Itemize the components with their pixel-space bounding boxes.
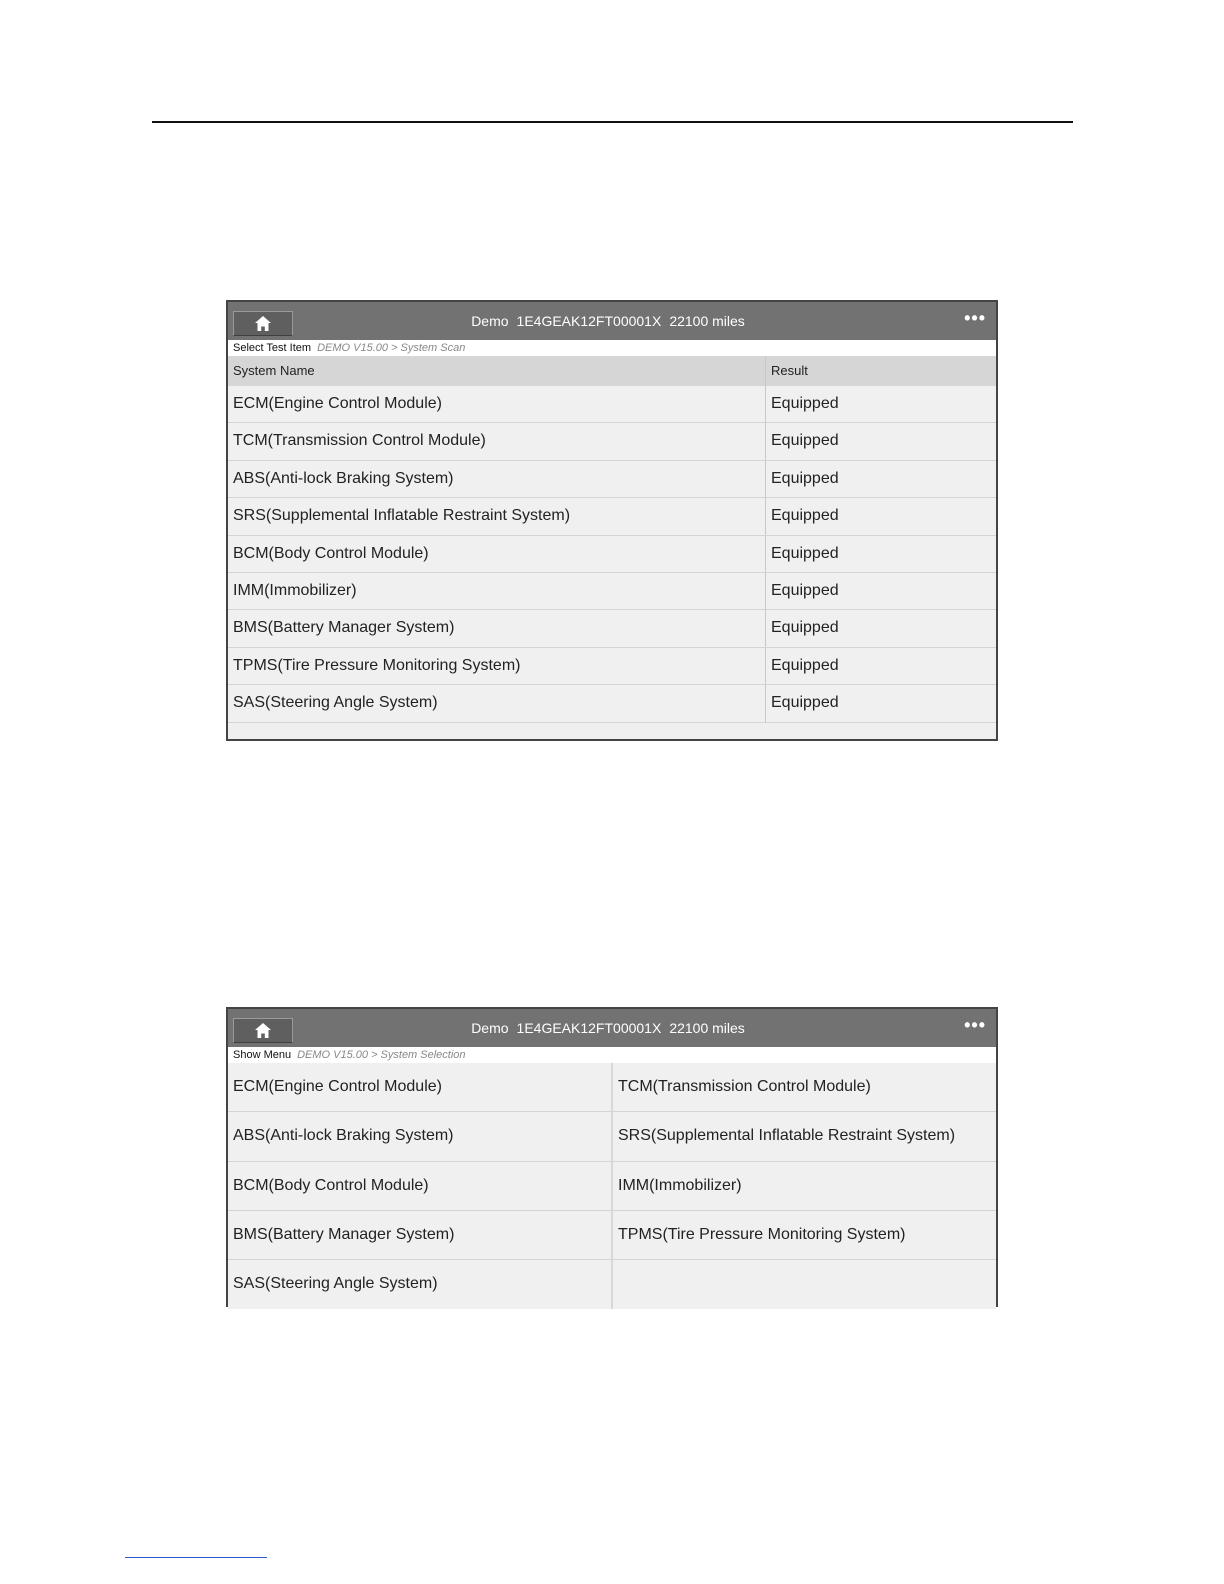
home-button[interactable] bbox=[233, 311, 293, 336]
system-selection-screen bbox=[226, 1007, 998, 1307]
menu-item-srs[interactable]: SRS(Supplemental Inflatable Restraint System) bbox=[613, 1112, 996, 1161]
vehicle-info bbox=[471, 1020, 753, 1036]
system-menu-grid bbox=[228, 1063, 996, 1309]
vin-label: 1E4GEAK12FT00001X bbox=[516, 1020, 662, 1036]
table-row[interactable] bbox=[228, 461, 996, 498]
table-row[interactable] bbox=[228, 423, 996, 460]
vin-label: 1E4GEAK12FT00001X bbox=[516, 313, 662, 329]
breadcrumb-title: Show Menu bbox=[233, 1049, 292, 1061]
result-cell: Equipped bbox=[771, 544, 839, 562]
mode-label: Demo bbox=[471, 313, 509, 329]
home-icon bbox=[255, 1023, 271, 1038]
result-cell: Equipped bbox=[771, 656, 839, 674]
result-cell: Equipped bbox=[771, 581, 839, 599]
breadcrumb-path: DEMO V15.00 > System Scan bbox=[317, 342, 466, 354]
title-bar bbox=[228, 1009, 996, 1047]
more-horizontal-icon[interactable]: ••• bbox=[964, 308, 986, 328]
system-name-cell: SAS(Steering Angle System) bbox=[228, 685, 766, 721]
result-cell: Equipped bbox=[771, 694, 839, 712]
system-name-cell: ABS(Anti-lock Braking System) bbox=[228, 461, 766, 497]
menu-item-sas[interactable]: SAS(Steering Angle System) bbox=[228, 1260, 613, 1309]
system-name-cell: ECM(Engine Control Module) bbox=[228, 386, 766, 422]
menu-item-bms[interactable]: BMS(Battery Manager System) bbox=[228, 1211, 613, 1260]
system-name-cell: SRS(Supplemental Inflatable Restraint System) bbox=[228, 498, 766, 534]
menu-item-ecm[interactable]: ECM(Engine Control Module) bbox=[228, 1063, 613, 1112]
mode-label: Demo bbox=[471, 1020, 509, 1036]
table-row[interactable] bbox=[228, 610, 996, 647]
menu-item-bcm[interactable]: BCM(Body Control Module) bbox=[228, 1162, 613, 1211]
table-row[interactable] bbox=[228, 685, 996, 722]
more-horizontal-icon[interactable]: ••• bbox=[964, 1015, 986, 1035]
result-cell: Equipped bbox=[771, 469, 839, 487]
menu-item-empty bbox=[613, 1260, 996, 1309]
column-header-system-name: System Name bbox=[228, 356, 766, 386]
breadcrumb bbox=[228, 1047, 996, 1063]
mileage-label: 22100 miles bbox=[669, 1020, 745, 1036]
result-cell: Equipped bbox=[771, 432, 839, 450]
menu-item-tcm[interactable]: TCM(Transmission Control Module) bbox=[613, 1063, 996, 1112]
page-header-rule bbox=[152, 121, 1073, 123]
breadcrumb-path: DEMO V15.00 > System Selection bbox=[297, 1049, 466, 1061]
table-body bbox=[228, 386, 996, 723]
system-scan-screen bbox=[226, 300, 998, 741]
table-row[interactable] bbox=[228, 536, 996, 573]
table-row[interactable] bbox=[228, 648, 996, 685]
system-name-cell: IMM(Immobilizer) bbox=[228, 573, 766, 609]
system-name-cell: TPMS(Tire Pressure Monitoring System) bbox=[228, 648, 766, 684]
menu-item-imm[interactable]: IMM(Immobilizer) bbox=[613, 1162, 996, 1211]
title-bar bbox=[228, 302, 996, 340]
breadcrumb-title: Select Test Item bbox=[233, 342, 312, 354]
table-row[interactable] bbox=[228, 386, 996, 423]
menu-item-tpms[interactable]: TPMS(Tire Pressure Monitoring System) bbox=[613, 1211, 996, 1260]
mileage-label: 22100 miles bbox=[669, 313, 745, 329]
system-name-cell: TCM(Transmission Control Module) bbox=[228, 423, 766, 459]
system-name-cell: BMS(Battery Manager System) bbox=[228, 610, 766, 646]
table-row[interactable] bbox=[228, 498, 996, 535]
menu-item-abs[interactable]: ABS(Anti-lock Braking System) bbox=[228, 1112, 613, 1161]
system-name-cell: BCM(Body Control Module) bbox=[228, 536, 766, 572]
result-cell: Equipped bbox=[771, 395, 839, 412]
column-header-result: Result bbox=[771, 363, 808, 378]
vehicle-info bbox=[471, 313, 753, 329]
home-button[interactable] bbox=[233, 1018, 293, 1043]
table-row[interactable] bbox=[228, 573, 996, 610]
breadcrumb bbox=[228, 340, 996, 356]
result-cell: Equipped bbox=[771, 507, 839, 525]
table-header bbox=[228, 356, 996, 386]
result-cell: Equipped bbox=[771, 619, 839, 637]
footer-link-underline[interactable] bbox=[125, 1557, 267, 1558]
home-icon bbox=[255, 316, 271, 331]
